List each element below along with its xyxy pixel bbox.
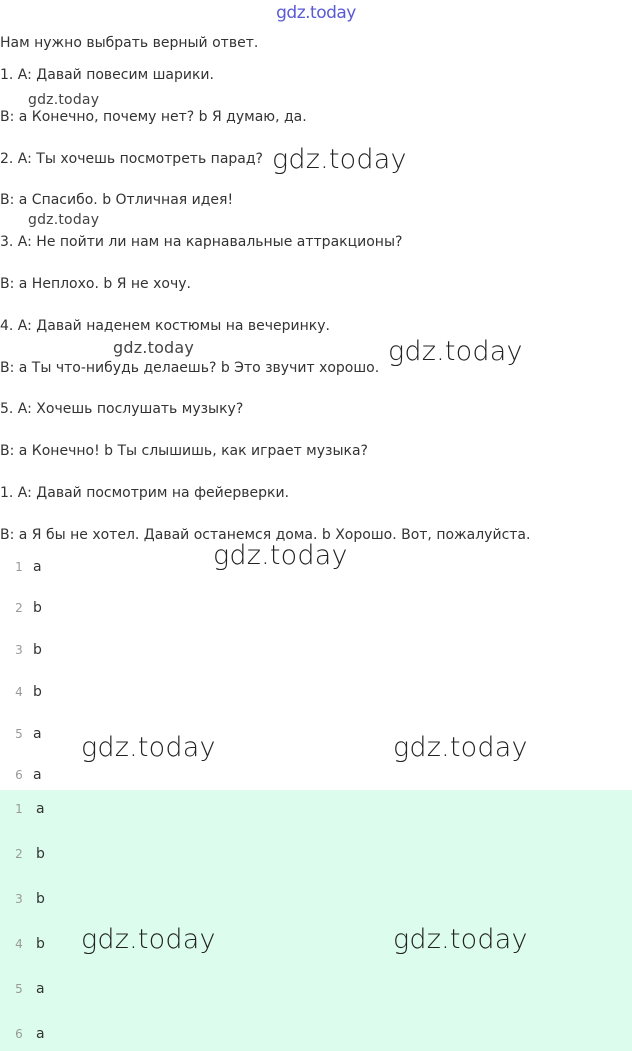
intro-text: Нам нужно выбрать верный ответ. (0, 35, 259, 51)
answer-value: a (33, 726, 42, 742)
answer-value: b (36, 891, 45, 907)
question-6: 1. A: Давай посмотрим на фейерверки. (0, 485, 290, 501)
watermark: gdz.today (28, 212, 100, 228)
answer-number: 6 (15, 1027, 23, 1041)
options-4: B: a Ты что-нибудь делаешь? b Это звучит хорошо. (0, 360, 380, 376)
answer-number: 2 (15, 847, 23, 861)
answer-value: b (36, 846, 45, 862)
answer-number: 1 (15, 802, 23, 816)
answer-number: 1 (15, 560, 23, 574)
answer-number: 3 (15, 892, 23, 906)
answer-value: a (36, 981, 45, 997)
question-4: 4. A: Давай наденем костюмы на вечеринку. (0, 318, 330, 334)
watermark: gdz.today (213, 540, 348, 571)
answer-number: 4 (15, 685, 23, 699)
watermark: gdz.today (393, 924, 528, 955)
options-5: B: a Конечно! b Ты слышишь, как играет музыка? (0, 443, 368, 459)
watermark: gdz.today (81, 924, 216, 955)
question-1: 1. A: Давай повесим шарики. (0, 67, 214, 83)
answer-value: a (33, 767, 42, 783)
answer-number: 5 (15, 982, 23, 996)
watermark: gdz.today (113, 338, 195, 357)
answer-number: 6 (15, 768, 23, 782)
answer-number: 2 (15, 601, 23, 615)
options-2: B: a Спасибо. b Отличная идея! (0, 192, 234, 208)
answer-value: b (33, 684, 42, 700)
answer-value: a (36, 1026, 45, 1042)
answer-number: 4 (15, 937, 23, 951)
watermark: gdz.today (388, 336, 523, 367)
options-1: B: a Конечно, почему нет? b Я думаю, да. (0, 109, 307, 125)
question-5: 5. A: Хочешь послушать музыку? (0, 401, 244, 417)
answer-value: a (36, 801, 45, 817)
answer-value: b (36, 936, 45, 952)
answer-value: b (33, 642, 42, 658)
options-3: B: a Неплохо. b Я не хочу. (0, 276, 191, 292)
answer-number: 3 (15, 643, 23, 657)
site-logo[interactable]: gdz.today (276, 3, 356, 23)
answer-value: b (33, 600, 42, 616)
answer-number: 5 (15, 727, 23, 741)
watermark: gdz.today (393, 732, 528, 763)
answers-list-highlighted (0, 790, 632, 1051)
question-3: 3. A: Не пойти ли нам на карнавальные аттракционы? (0, 234, 403, 250)
watermark: gdz.today (272, 144, 407, 175)
watermark: gdz.today (81, 732, 216, 763)
watermark: gdz.today (28, 92, 100, 108)
answer-value: a (33, 559, 42, 575)
question-2: 2. A: Ты хочешь посмотреть парад? (0, 151, 263, 167)
options-6: B: a Я бы не хотел. Давай останемся дома. b Хорошо. Вот, пожалуйста. (0, 527, 531, 543)
